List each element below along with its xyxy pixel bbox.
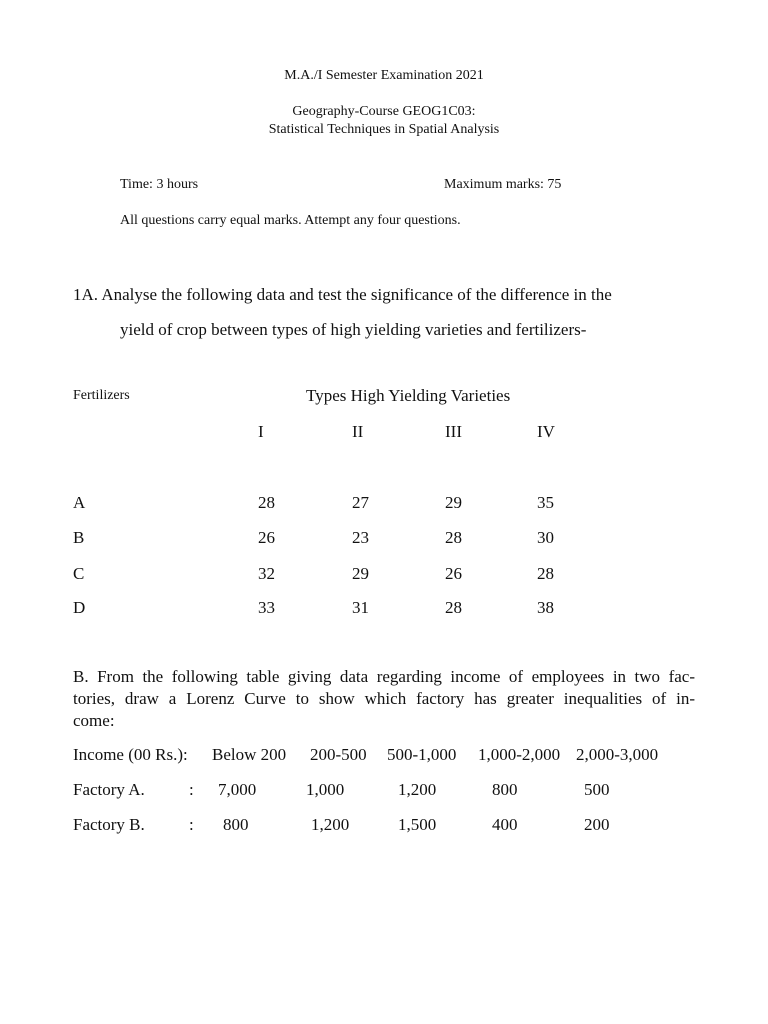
- row-label: D: [73, 598, 86, 617]
- row-label: A: [73, 493, 86, 512]
- row-label: C: [73, 564, 85, 583]
- factory-value: 1,500: [398, 815, 437, 834]
- factory-value: 500: [584, 780, 610, 799]
- q1a-line-2: yield of crop between types of high yielding varieties and fertilizers-: [120, 320, 587, 339]
- separator: :: [189, 815, 194, 834]
- table-cell: 26: [258, 528, 275, 547]
- table-cell: 28: [445, 528, 462, 547]
- table-cell: 35: [537, 493, 554, 512]
- income-range: Below 200: [212, 745, 287, 764]
- table-cell: 28: [445, 598, 462, 617]
- factory-value: 200: [584, 815, 610, 834]
- table-cell: 27: [352, 493, 369, 512]
- q1b-line-3: come:: [73, 711, 115, 730]
- column-group-header: Types High Yielding Varieties: [306, 386, 511, 405]
- income-label: Income (00 Rs.):: [73, 745, 188, 764]
- table-cell: 28: [258, 493, 275, 512]
- income-range: 500-1,000: [387, 745, 457, 764]
- row-header-fertilizers: Fertilizers: [73, 388, 130, 403]
- factory-value: 800: [492, 780, 518, 799]
- column-header: III: [445, 422, 462, 441]
- exam-title: M.A./I Semester Examination 2021: [284, 68, 484, 83]
- factory-name: Factory B.: [73, 815, 145, 834]
- table-cell: 26: [445, 564, 462, 583]
- income-range: 1,000-2,000: [478, 745, 561, 764]
- factory-value: 400: [492, 815, 518, 834]
- maximum-marks: Maximum marks: 75: [444, 177, 562, 192]
- q1b-line-2: tories, draw a Lorenz Curve to show which factory has greater inequalities of in-: [73, 689, 695, 708]
- column-header: I: [258, 422, 264, 441]
- row-label: B: [73, 528, 85, 547]
- income-range: 2,000-3,000: [576, 745, 659, 764]
- table-cell: 33: [258, 598, 275, 617]
- instructions: All questions carry equal marks. Attempt any four questions.: [120, 213, 461, 228]
- factory-value: 1,200: [311, 815, 350, 834]
- column-header: II: [352, 422, 364, 441]
- income-range: 200-500: [310, 745, 367, 764]
- factory-value: 1,200: [398, 780, 437, 799]
- factory-value: 800: [223, 815, 249, 834]
- course-title: Geography-Course GEOG1C03:: [292, 104, 476, 119]
- factory-value: 7,000: [218, 780, 257, 799]
- table-cell: 38: [537, 598, 554, 617]
- column-header: IV: [537, 422, 555, 441]
- table-cell: 23: [352, 528, 369, 547]
- table-cell: 31: [352, 598, 369, 617]
- table-cell: 29: [352, 564, 369, 583]
- table-cell: 28: [537, 564, 554, 583]
- time-allowed: Time: 3 hours: [120, 177, 199, 192]
- q1b-line-1: B. From the following table giving data regarding income of employees in two fac-: [73, 667, 695, 686]
- q1a-line-1: 1A. Analyse the following data and test the significance of the difference in the: [73, 285, 612, 304]
- subject-title: Statistical Techniques in Spatial Analysis: [268, 122, 500, 137]
- table-cell: 30: [537, 528, 554, 547]
- factory-name: Factory A.: [73, 780, 145, 799]
- factory-value: 1,000: [306, 780, 345, 799]
- separator: :: [189, 780, 194, 799]
- table-cell: 29: [445, 493, 462, 512]
- table-cell: 32: [258, 564, 275, 583]
